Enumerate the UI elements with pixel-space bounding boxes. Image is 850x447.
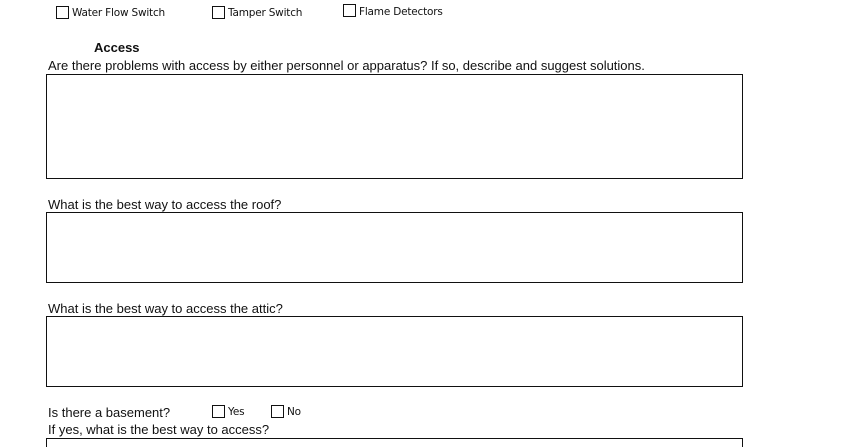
roof-access-answer-field[interactable] [46, 212, 743, 283]
access-problems-answer-field[interactable] [46, 74, 743, 179]
basement-access-answer-field[interactable] [46, 438, 743, 447]
basement-access-question: If yes, what is the best way to access? [48, 422, 270, 437]
access-heading: Access [94, 40, 140, 55]
attic-access-question: What is the best way to access the attic? [48, 301, 283, 316]
basement-yes-checkbox[interactable] [212, 405, 225, 418]
tamper-switch-checkbox[interactable] [212, 6, 225, 19]
basement-question: Is there a basement? [48, 405, 171, 420]
attic-access-answer-field[interactable] [46, 316, 743, 387]
basement-no-checkbox[interactable] [271, 405, 284, 418]
tamper-switch-label: Tamper Switch [228, 7, 303, 19]
access-problems-question: Are there problems with access by either personnel or apparatus? If so, describe and suggest solutions. [48, 58, 645, 73]
roof-access-question: What is the best way to access the roof? [48, 197, 282, 212]
basement-yes-label: Yes [228, 406, 245, 418]
basement-no-label: No [287, 406, 301, 418]
water-flow-switch-label: Water Flow Switch [72, 7, 165, 19]
flame-detectors-label: Flame Detectors [359, 6, 443, 18]
water-flow-switch-checkbox[interactable] [56, 6, 69, 19]
flame-detectors-checkbox[interactable] [343, 4, 356, 17]
